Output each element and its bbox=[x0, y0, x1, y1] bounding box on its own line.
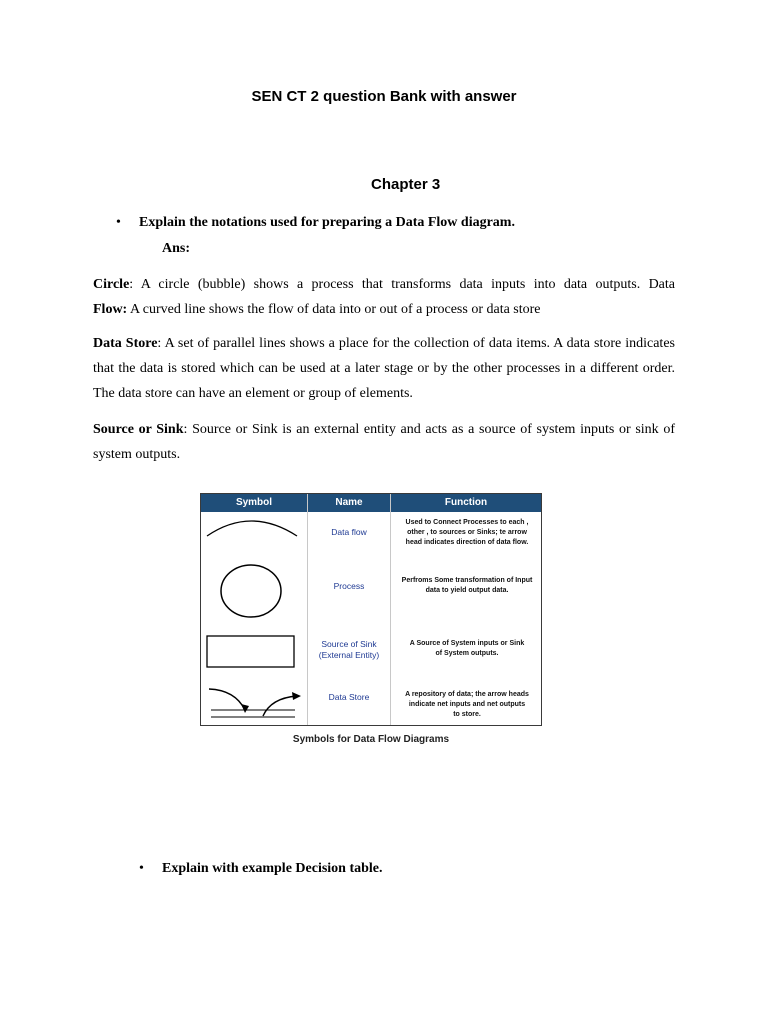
paragraph-data-store bbox=[93, 331, 675, 406]
name-data-store: Data Store bbox=[328, 692, 370, 702]
bullet-1: • bbox=[116, 215, 121, 230]
name-data-flow: Data flow bbox=[331, 527, 367, 537]
term-flow: Flow: bbox=[93, 302, 128, 317]
function-data-store: A repository of data; the arrow heads indicate net inputs and net outputs to store. bbox=[405, 691, 529, 718]
term-circle: Circle bbox=[93, 277, 130, 292]
answer-label: Ans: bbox=[162, 241, 191, 256]
figure-header-row bbox=[201, 494, 541, 512]
document-title: SEN CT 2 question Bank with answer bbox=[251, 88, 517, 105]
text-source-sink: : Source or Sink is an external entity and acts as a source of system inputs or sink of system outputs. bbox=[93, 422, 675, 462]
text-data-store: : A set of parallel lines shows a place for the collection of data items. A data store indicates that the data is stored which can be used at a later stage or by the other processes in a different order. The data store can have an element or group of elements. bbox=[93, 336, 675, 401]
data-flow-symbol bbox=[207, 521, 297, 536]
term-data-store: Data Store bbox=[93, 336, 158, 351]
paragraph-circle-flow bbox=[93, 272, 675, 322]
column-divider bbox=[390, 494, 391, 725]
paragraph-source-sink bbox=[93, 417, 675, 467]
data-store-symbol bbox=[209, 689, 301, 717]
dfd-symbols-figure bbox=[200, 493, 542, 726]
source-sink-symbol bbox=[207, 636, 294, 667]
figure-caption: Symbols for Data Flow Diagrams bbox=[292, 734, 450, 745]
name-source-sink: Source of Sink (External Entity) bbox=[318, 639, 380, 660]
question-1: Explain the notations used for preparing a Data Flow diagram. bbox=[139, 215, 515, 230]
function-data-flow: Used to Connect Processes to each , other , to sources or Sinks; te arrow head indicates direction of data flow. bbox=[405, 519, 529, 546]
function-source-sink: A Source of System inputs or Sink of System outputs. bbox=[409, 640, 525, 657]
question-2: Explain with example Decision table. bbox=[162, 861, 383, 876]
text-circle: : A circle (bubble) shows a process that transforms data inputs into data outputs. Data bbox=[129, 277, 675, 292]
symbol-column bbox=[201, 512, 307, 725]
name-process: Process bbox=[333, 581, 365, 591]
chapter-heading: Chapter 3 bbox=[371, 176, 441, 193]
header-symbol: Symbol bbox=[235, 497, 273, 508]
process-symbol bbox=[221, 565, 281, 617]
header-function: Function bbox=[444, 497, 488, 508]
bullet-2: • bbox=[139, 861, 144, 876]
term-source-sink: Source or Sink bbox=[93, 422, 184, 437]
header-name: Name bbox=[335, 497, 363, 508]
function-process: Perfroms Some transformation of Input data to yield output data. bbox=[401, 577, 533, 594]
text-flow: A curved line shows the flow of data into or out of a process or data store bbox=[127, 302, 541, 317]
